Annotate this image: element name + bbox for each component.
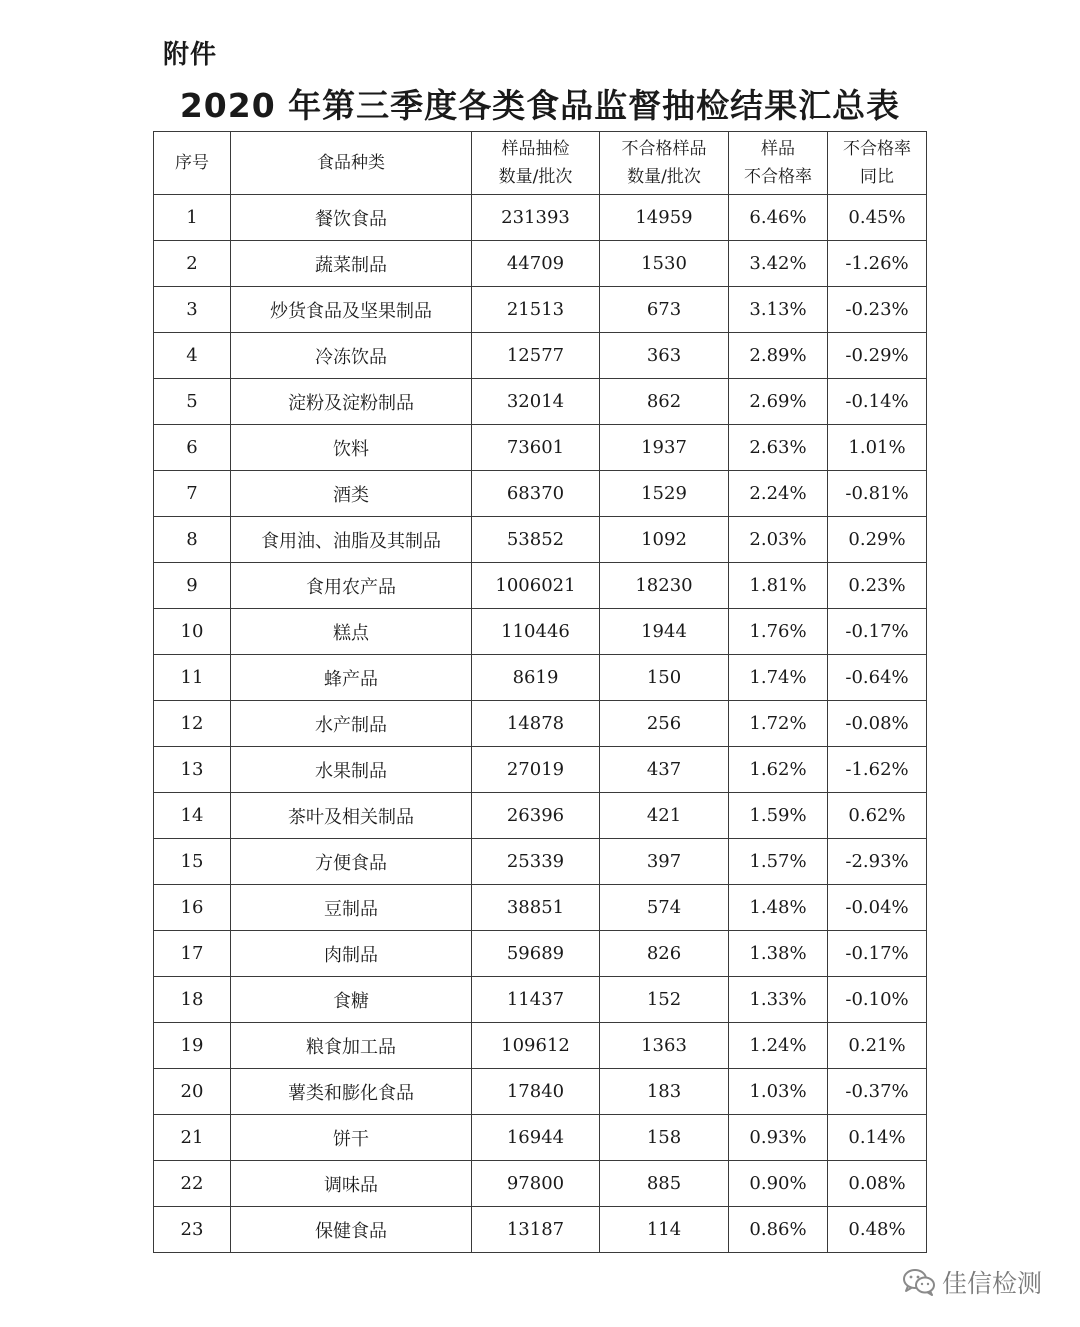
cell-failed-count: 1529 <box>600 471 729 517</box>
table-row <box>154 793 927 839</box>
cell-fail-rate-yoy: -1.62% <box>828 747 927 793</box>
cell-failed-count: 363 <box>600 333 729 379</box>
cell-fail-rate-yoy: -0.14% <box>828 379 927 425</box>
watermark-text: 佳信检测 <box>942 1269 1043 1298</box>
cell-index: 5 <box>154 379 231 425</box>
cell-index: 22 <box>154 1161 231 1207</box>
cell-sample-count: 44709 <box>472 241 600 287</box>
header-category: 食品种类 <box>231 132 472 195</box>
cell-failed-count: 397 <box>600 839 729 885</box>
cell-failed-count: 1092 <box>600 517 729 563</box>
cell-category: 粮食加工品 <box>231 1023 472 1069</box>
cell-fail-rate-yoy: -0.04% <box>828 885 927 931</box>
table-row <box>154 701 927 747</box>
cell-fail-rate: 1.33% <box>729 977 828 1023</box>
cell-category: 调味品 <box>231 1161 472 1207</box>
cell-failed-count: 1944 <box>600 609 729 655</box>
cell-sample-count: 97800 <box>472 1161 600 1207</box>
cell-fail-rate: 2.89% <box>729 333 828 379</box>
cell-category: 水果制品 <box>231 747 472 793</box>
cell-sample-count: 53852 <box>472 517 600 563</box>
cell-fail-rate-yoy: -0.08% <box>828 701 927 747</box>
cell-fail-rate: 1.72% <box>729 701 828 747</box>
cell-failed-count: 826 <box>600 931 729 977</box>
table-row <box>154 747 927 793</box>
cell-category: 方便食品 <box>231 839 472 885</box>
table-body <box>154 195 927 1253</box>
cell-index: 6 <box>154 425 231 471</box>
cell-index: 1 <box>154 195 231 241</box>
cell-fail-rate: 0.86% <box>729 1207 828 1253</box>
cell-sample-count: 8619 <box>472 655 600 701</box>
cell-category: 水产制品 <box>231 701 472 747</box>
cell-sample-count: 26396 <box>472 793 600 839</box>
cell-failed-count: 1530 <box>600 241 729 287</box>
table-row <box>154 333 927 379</box>
cell-failed-count: 862 <box>600 379 729 425</box>
cell-category: 蜂产品 <box>231 655 472 701</box>
cell-index: 7 <box>154 471 231 517</box>
cell-fail-rate: 1.48% <box>729 885 828 931</box>
cell-fail-rate: 0.93% <box>729 1115 828 1161</box>
cell-failed-count: 114 <box>600 1207 729 1253</box>
cell-category: 糕点 <box>231 609 472 655</box>
results-table <box>153 131 927 1253</box>
table-row <box>154 1115 927 1161</box>
cell-fail-rate: 1.24% <box>729 1023 828 1069</box>
cell-category: 食用油、油脂及其制品 <box>231 517 472 563</box>
cell-sample-count: 25339 <box>472 839 600 885</box>
cell-fail-rate-yoy: 0.48% <box>828 1207 927 1253</box>
cell-index: 8 <box>154 517 231 563</box>
cell-index: 4 <box>154 333 231 379</box>
table-row <box>154 287 927 333</box>
cell-fail-rate: 2.69% <box>729 379 828 425</box>
cell-sample-count: 68370 <box>472 471 600 517</box>
cell-index: 13 <box>154 747 231 793</box>
cell-sample-count: 32014 <box>472 379 600 425</box>
cell-fail-rate-yoy: -0.64% <box>828 655 927 701</box>
cell-fail-rate-yoy: -0.29% <box>828 333 927 379</box>
cell-sample-count: 59689 <box>472 931 600 977</box>
cell-failed-count: 152 <box>600 977 729 1023</box>
cell-fail-rate-yoy: 0.45% <box>828 195 927 241</box>
table-row <box>154 1069 927 1115</box>
table-row <box>154 885 927 931</box>
cell-category: 餐饮食品 <box>231 195 472 241</box>
cell-index: 23 <box>154 1207 231 1253</box>
cell-failed-count: 421 <box>600 793 729 839</box>
cell-fail-rate-yoy: -0.81% <box>828 471 927 517</box>
table-header-row <box>154 132 927 195</box>
cell-fail-rate-yoy: 0.62% <box>828 793 927 839</box>
cell-category: 薯类和膨化食品 <box>231 1069 472 1115</box>
table-row <box>154 1023 927 1069</box>
cell-sample-count: 73601 <box>472 425 600 471</box>
cell-sample-count: 27019 <box>472 747 600 793</box>
cell-category: 豆制品 <box>231 885 472 931</box>
cell-index: 20 <box>154 1069 231 1115</box>
cell-sample-count: 16944 <box>472 1115 600 1161</box>
cell-fail-rate-yoy: -2.93% <box>828 839 927 885</box>
cell-category: 蔬菜制品 <box>231 241 472 287</box>
cell-index: 10 <box>154 609 231 655</box>
cell-index: 16 <box>154 885 231 931</box>
cell-index: 17 <box>154 931 231 977</box>
cell-index: 21 <box>154 1115 231 1161</box>
cell-fail-rate-yoy: -1.26% <box>828 241 927 287</box>
header-sample-count: 样品抽检 数量/批次 <box>472 132 600 195</box>
cell-category: 食糖 <box>231 977 472 1023</box>
cell-sample-count: 21513 <box>472 287 600 333</box>
header-fail-rate: 样品 不合格率 <box>729 132 828 195</box>
table-row <box>154 471 927 517</box>
table-row <box>154 931 927 977</box>
cell-index: 14 <box>154 793 231 839</box>
cell-fail-rate: 3.13% <box>729 287 828 333</box>
cell-category: 酒类 <box>231 471 472 517</box>
table-row <box>154 1161 927 1207</box>
cell-fail-rate: 1.38% <box>729 931 828 977</box>
cell-fail-rate-yoy: -0.17% <box>828 931 927 977</box>
cell-fail-rate: 3.42% <box>729 241 828 287</box>
cell-fail-rate: 6.46% <box>729 195 828 241</box>
cell-index: 12 <box>154 701 231 747</box>
cell-fail-rate-yoy: 0.23% <box>828 563 927 609</box>
cell-category: 肉制品 <box>231 931 472 977</box>
header-fail-rate-yoy: 不合格率 同比 <box>828 132 927 195</box>
cell-fail-rate-yoy: 0.29% <box>828 517 927 563</box>
cell-sample-count: 110446 <box>472 609 600 655</box>
cell-sample-count: 14878 <box>472 701 600 747</box>
table-row <box>154 241 927 287</box>
cell-failed-count: 673 <box>600 287 729 333</box>
cell-fail-rate-yoy: 0.21% <box>828 1023 927 1069</box>
cell-fail-rate: 1.62% <box>729 747 828 793</box>
cell-sample-count: 17840 <box>472 1069 600 1115</box>
cell-fail-rate: 2.63% <box>729 425 828 471</box>
cell-category: 茶叶及相关制品 <box>231 793 472 839</box>
cell-fail-rate-yoy: 0.08% <box>828 1161 927 1207</box>
table-row <box>154 195 927 241</box>
cell-index: 11 <box>154 655 231 701</box>
table-row <box>154 655 927 701</box>
table-row <box>154 1207 927 1253</box>
wechat-icon <box>902 1268 936 1296</box>
cell-index: 18 <box>154 977 231 1023</box>
cell-fail-rate: 1.57% <box>729 839 828 885</box>
table-row <box>154 563 927 609</box>
cell-index: 3 <box>154 287 231 333</box>
cell-failed-count: 1937 <box>600 425 729 471</box>
cell-failed-count: 256 <box>600 701 729 747</box>
cell-sample-count: 11437 <box>472 977 600 1023</box>
cell-category: 保健食品 <box>231 1207 472 1253</box>
cell-fail-rate-yoy: -0.23% <box>828 287 927 333</box>
cell-fail-rate: 2.24% <box>729 471 828 517</box>
cell-category: 饼干 <box>231 1115 472 1161</box>
cell-index: 9 <box>154 563 231 609</box>
cell-fail-rate: 1.74% <box>729 655 828 701</box>
cell-index: 2 <box>154 241 231 287</box>
cell-failed-count: 14959 <box>600 195 729 241</box>
cell-failed-count: 150 <box>600 655 729 701</box>
cell-sample-count: 231393 <box>472 195 600 241</box>
cell-sample-count: 1006021 <box>472 563 600 609</box>
cell-sample-count: 12577 <box>472 333 600 379</box>
header-index: 序号 <box>154 132 231 195</box>
table-row <box>154 839 927 885</box>
table-row <box>154 425 927 471</box>
cell-fail-rate-yoy: -0.10% <box>828 977 927 1023</box>
cell-index: 15 <box>154 839 231 885</box>
cell-fail-rate: 1.76% <box>729 609 828 655</box>
cell-category: 炒货食品及坚果制品 <box>231 287 472 333</box>
table-row <box>154 609 927 655</box>
cell-fail-rate-yoy: 1.01% <box>828 425 927 471</box>
cell-fail-rate-yoy: -0.17% <box>828 609 927 655</box>
cell-fail-rate: 1.03% <box>729 1069 828 1115</box>
table-row <box>154 977 927 1023</box>
table-row <box>154 517 927 563</box>
cell-failed-count: 885 <box>600 1161 729 1207</box>
cell-failed-count: 158 <box>600 1115 729 1161</box>
header-failed-count: 不合格样品 数量/批次 <box>600 132 729 195</box>
table-row <box>154 379 927 425</box>
cell-fail-rate: 0.90% <box>729 1161 828 1207</box>
cell-sample-count: 13187 <box>472 1207 600 1253</box>
cell-fail-rate-yoy: 0.14% <box>828 1115 927 1161</box>
cell-fail-rate: 1.59% <box>729 793 828 839</box>
cell-fail-rate: 2.03% <box>729 517 828 563</box>
cell-category: 淀粉及淀粉制品 <box>231 379 472 425</box>
page-title: 2020 年第三季度各类食品监督抽检结果汇总表 <box>179 86 901 125</box>
watermark <box>902 1264 1042 1300</box>
cell-failed-count: 183 <box>600 1069 729 1115</box>
attachment-label: 附件 <box>163 40 218 70</box>
cell-fail-rate-yoy: -0.37% <box>828 1069 927 1115</box>
cell-category: 冷冻饮品 <box>231 333 472 379</box>
cell-category: 饮料 <box>231 425 472 471</box>
cell-category: 食用农产品 <box>231 563 472 609</box>
cell-sample-count: 109612 <box>472 1023 600 1069</box>
cell-sample-count: 38851 <box>472 885 600 931</box>
cell-failed-count: 574 <box>600 885 729 931</box>
cell-fail-rate: 1.81% <box>729 563 828 609</box>
cell-failed-count: 1363 <box>600 1023 729 1069</box>
cell-index: 19 <box>154 1023 231 1069</box>
cell-failed-count: 18230 <box>600 563 729 609</box>
cell-failed-count: 437 <box>600 747 729 793</box>
